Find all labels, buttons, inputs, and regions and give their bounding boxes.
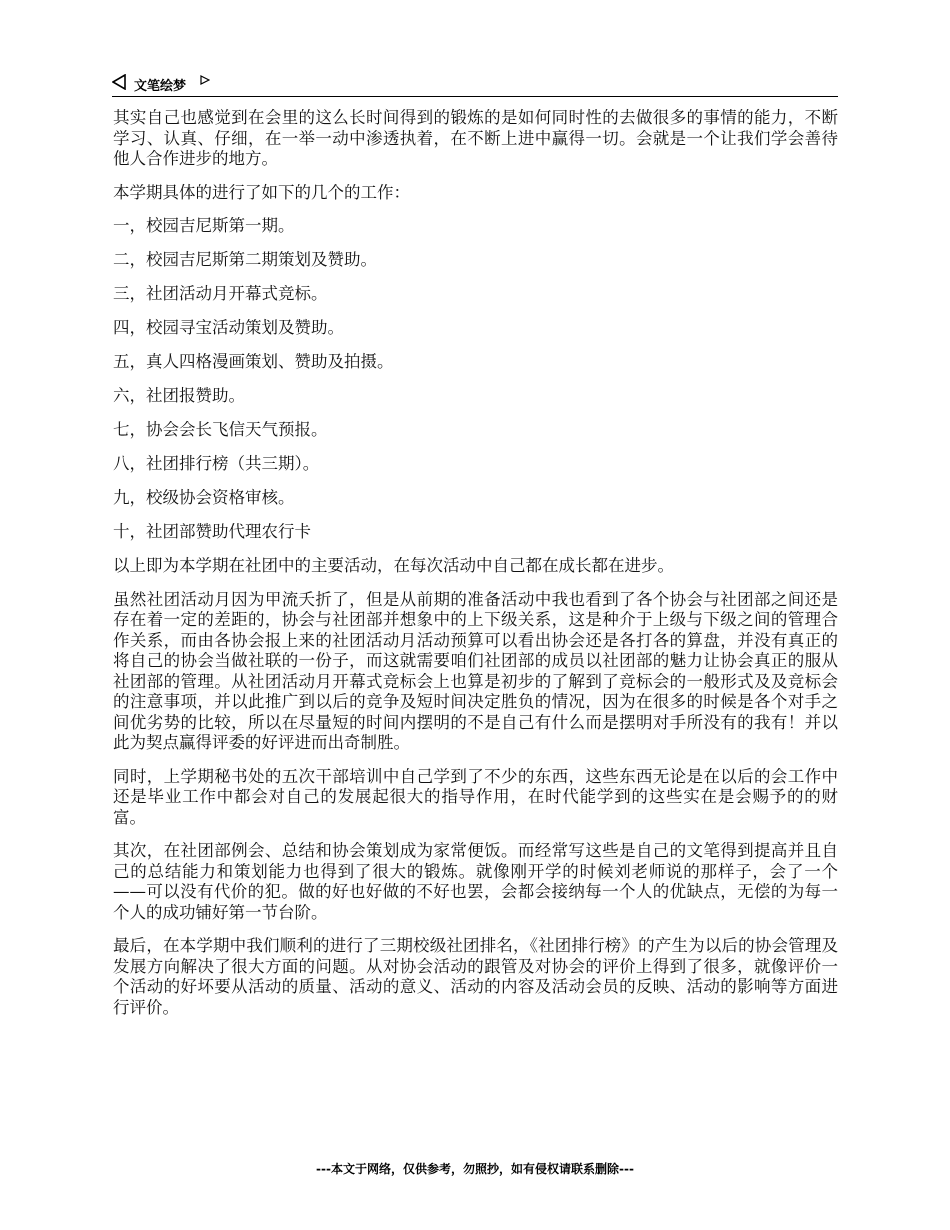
list-item: 二，校园吉尼斯第二期策划及赞助。 (113, 250, 377, 269)
page-header (112, 72, 838, 97)
paragraph: 以上即为本学期在社团中的主要活动，在每次活动中自己都在成长都在进步。 (113, 556, 674, 575)
list-item: 十，社团部赞助代理农行卡 (113, 522, 311, 541)
paragraph: 同时，上学期秘书处的五次干部培训中自己学到了不少的东西，这些东西无论是在以后的会工作中还是毕业工作中都会对自己的发展起很大的指导作用，在时代能学到的这些实在是会赐予的的财富。 (113, 766, 838, 827)
page-footer: ---本文于网络，仅供参考，勿照抄，如有侵权请联系删除--- (316, 1162, 634, 1176)
list-item: 九，校级协会资格审核。 (113, 488, 295, 507)
list-item: 六，社团报赞助。 (113, 386, 245, 405)
list-item: 四，校园寻宝活动策划及赞助。 (113, 318, 344, 337)
paragraph: 虽然社团活动月因为甲流夭折了，但是从前期的准备活动中我也看到了各个协会与社团部之间还是存在着一定的差距的，协会与社团部并想象中的上下级关系，这是种介于上级与下级之间的管理合作关系，而由各协会报上来的社团活动月活动预算可以看出协会还是各打各的算盘，并没有真正的将自己的协会当做社联的一份子，而这就需要咱们社团部的成员以社团部的魅力让协会真正的服从社团部的管理。从社团活动月开幕式竞标会上也算是初步的了解到了竞标会的一般形式及及竞标会的注意事项，并以此推广到以后的竞争及短时间决定胜负的情况，因为在很多的时候是各个对手之间优劣势的比较，所以在尽量短的时间内摆明的不是自己有什么而是摆明对手所没有的我有！并以此为契点赢得评委的好评进而出奇制胜。 (113, 589, 838, 752)
triangle-right-icon (200, 75, 210, 85)
paragraph: 最后，在本学期中我们顺利的进行了三期校级社团排名，《社团排行榜》的产生为以后的协会管理及发展方向解决了很大方面的问题。从对协会活动的跟管及对协会的评价上得到了很多，就像评价一个活动的好坏要从活动的质量、活动的意义、活动的内容及活动会员的反映、活动的影响等方面进行评价。 (113, 936, 838, 1017)
list-item: 一，校园吉尼斯第一期。 (113, 216, 295, 235)
paragraph: 其实自己也感觉到在会里的这么长时间得到的锻炼的是如何同时性的去做很多的事情的能力，不断学习、认真、仔细，在一举一动中渗透执着，在不断上进中赢得一切。会就是一个让我们学会善待他人合作进步的地方。 (113, 108, 838, 168)
list-item: 八，社团排行榜（共三期）。 (113, 454, 320, 473)
header-brand: 文笔绘梦 (134, 79, 187, 94)
list-item: 五，真人四格漫画策划、赞助及拍摄。 (113, 352, 394, 371)
document-body (113, 108, 838, 1031)
paragraph: 其次，在社团部例会、总结和协会策划成为家常便饭。而经常写这些是自己的文笔得到提高并且自己的总结能力和策划能力也得到了很大的锻炼。就像刚开学的时候刘老师说的那样子，会了一个——可以没有代价的犯。做的好也好做的不好也罢，会都会接纳每一个人的优缺点，无偿的为每一个人的成功铺好第一节台阶。 (113, 841, 838, 922)
list-item: 七，协会会长飞信天气预报。 (113, 420, 328, 439)
paragraph: 本学期具体的进行了如下的几个的工作： (113, 182, 410, 202)
triangle-left-icon (112, 74, 126, 90)
list-item: 三，社团活动月开幕式竞标。 (113, 284, 328, 303)
